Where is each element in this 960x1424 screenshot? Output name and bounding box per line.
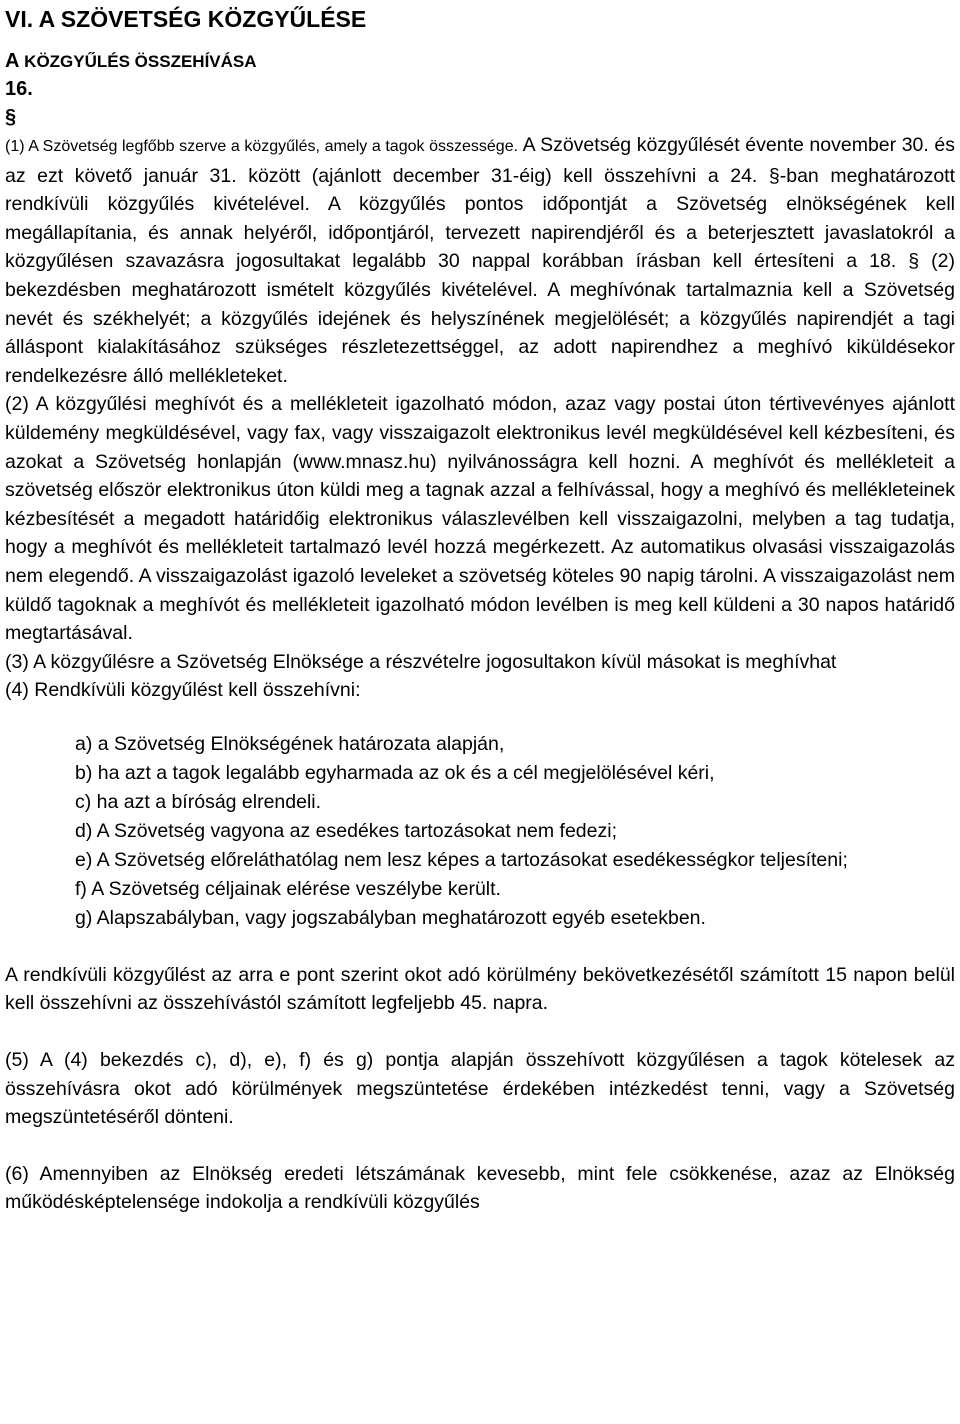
paragraph-6: (6) Amennyiben az Elnökség eredeti létszámának kevesebb, mint fele csökkenése, azaz az Elnökség működésképtelensége indokolja a rendkívüli közgyűlés [5,1162,955,1214]
list-item: d) A Szövetség vagyona az esedékes tartozásokat nem fedezi; [75,819,617,842]
list-item: e) A Szövetség előreláthatólag nem lesz képes a tartozásokat esedékességkor teljesíteni; [75,848,848,871]
paragraph-3: (3) A közgyűlésre a Szövetség Elnöksége a részvételre jogosultakon kívül másokat is meghívhat [5,650,837,673]
chapter-title: VI. A SZÖVETSÉG KÖZGYŰLÉSE [5,6,367,32]
section-heading-rest: KÖZGYŰLÉS ÖSSZEHÍVÁSA [19,52,257,71]
list-item: g) Alapszabályban, vagy jogszabályban meghatározott egyéb esetekben. [75,906,706,929]
paragraph-2: (2) A közgyűlési meghívót és a mellékleteit igazolható módon, azaz vagy postai úton tértivevényes ajánlott küldemény megküldésével, vagy fax, vagy visszaigazolt elektronikus levél megküldésével kell kézbesíteni, és azokat a Szövetség honlapján (www.mnasz.hu) nyilvánosságra kell hozni. A meghívót és mellékleteit a szövetség először elektronikus úton küldi meg a tagnak azzal a felhívással, hogy a meghívó és mellékleteinek kézbesítését a megadott határidőig elektronikus válaszlevélben kell visszaigazolni, melyben a tag tudatja, hogy a meghívót és mellékleteit tartalmazó levél hozzá megérkezett. Az automatikus olvasási visszaigazolás nem elegendő. A visszaigazolást igazoló leveleket a szövetség köteles 90 napig tárolni. A visszaigazolást nem küldő tagoknak a meghívót és mellékleteit igazolható módon levélben is meg kell küldeni a 30 napos határidő megtartásával. [5,393,955,645]
list-item: f) A Szövetség céljainak elérése veszélybe került. [75,877,501,900]
spacer [5,933,955,961]
section-mark: § [5,106,17,128]
paragraph-5: (5) A (4) bekezdés c), d), e), f) és g) pontja alapján összehívott közgyűlésen a tagok kötelesek az összehívásra okot adó körülmények megszüntetése érdekében intézkedést tenni, vagy a Szövetség megszüntetéséről dönteni. [5,1049,955,1129]
list-item: a) a Szövetség Elnökségének határozata alapján, [75,732,505,755]
paragraph-1 [5,131,955,390]
extraordinary-meeting-reasons-list [5,730,955,933]
spacer [5,1132,955,1160]
paragraph-1-lead: (1) A Szövetség legfőbb szerve a közgyűlés, amely a tagok összessége. [5,138,519,155]
spacer [5,1018,955,1046]
section-heading [5,48,955,75]
section-heading-initial: A [5,50,20,72]
list-item: c) ha azt a bíróság elrendeli. [75,790,322,813]
list-item: b) ha azt a tagok legalább egyharmada az ok és a cél megjelölésével kéri, [75,761,715,784]
paragraph-4-continuation: A rendkívüli közgyűlést az arra e pont szerint okot adó körülmény bekövetkezésétől számított 15 napon belül kell összehívni az összehívástól számított legfeljebb 45. napra. [5,963,955,1015]
paragraph-1-body: A Szövetség közgyűlését évente november 30. és az ezt követő január 31. között (ajánlott december 31-éig) kell összehívni a 24. §-ban meghatározott rendkívüli közgyűlés kivételével. A közgyűlés pontos időpontját a Szövetség elnökségének kell megállapítania, és annak helyéről, időpontjáról, tervezett napirendjéről és a beterjesztett javaslatokról a közgyűlésen szavazásra jogosultakat legalább 30 nappal korábban írásban kell értesíteni a 18. § (2) bekezdésben meghatározott ismételt közgyűlés kivételével. A meghívónak tartalmaznia kell a Szövetség nevét és székhelyét; a közgyűlés idejének és helyszínének megjelölését; a közgyűlés napirendjét a tagi álláspont kialakításához szükséges részletezettséggel, az adott napirendhez a meghívó kiküldésekor rendelkezésre álló mellékleteket. [5,134,955,387]
paragraph-4: (4) Rendkívüli közgyűlést kell összehívni: [5,679,361,702]
section-number: 16. [5,78,33,100]
